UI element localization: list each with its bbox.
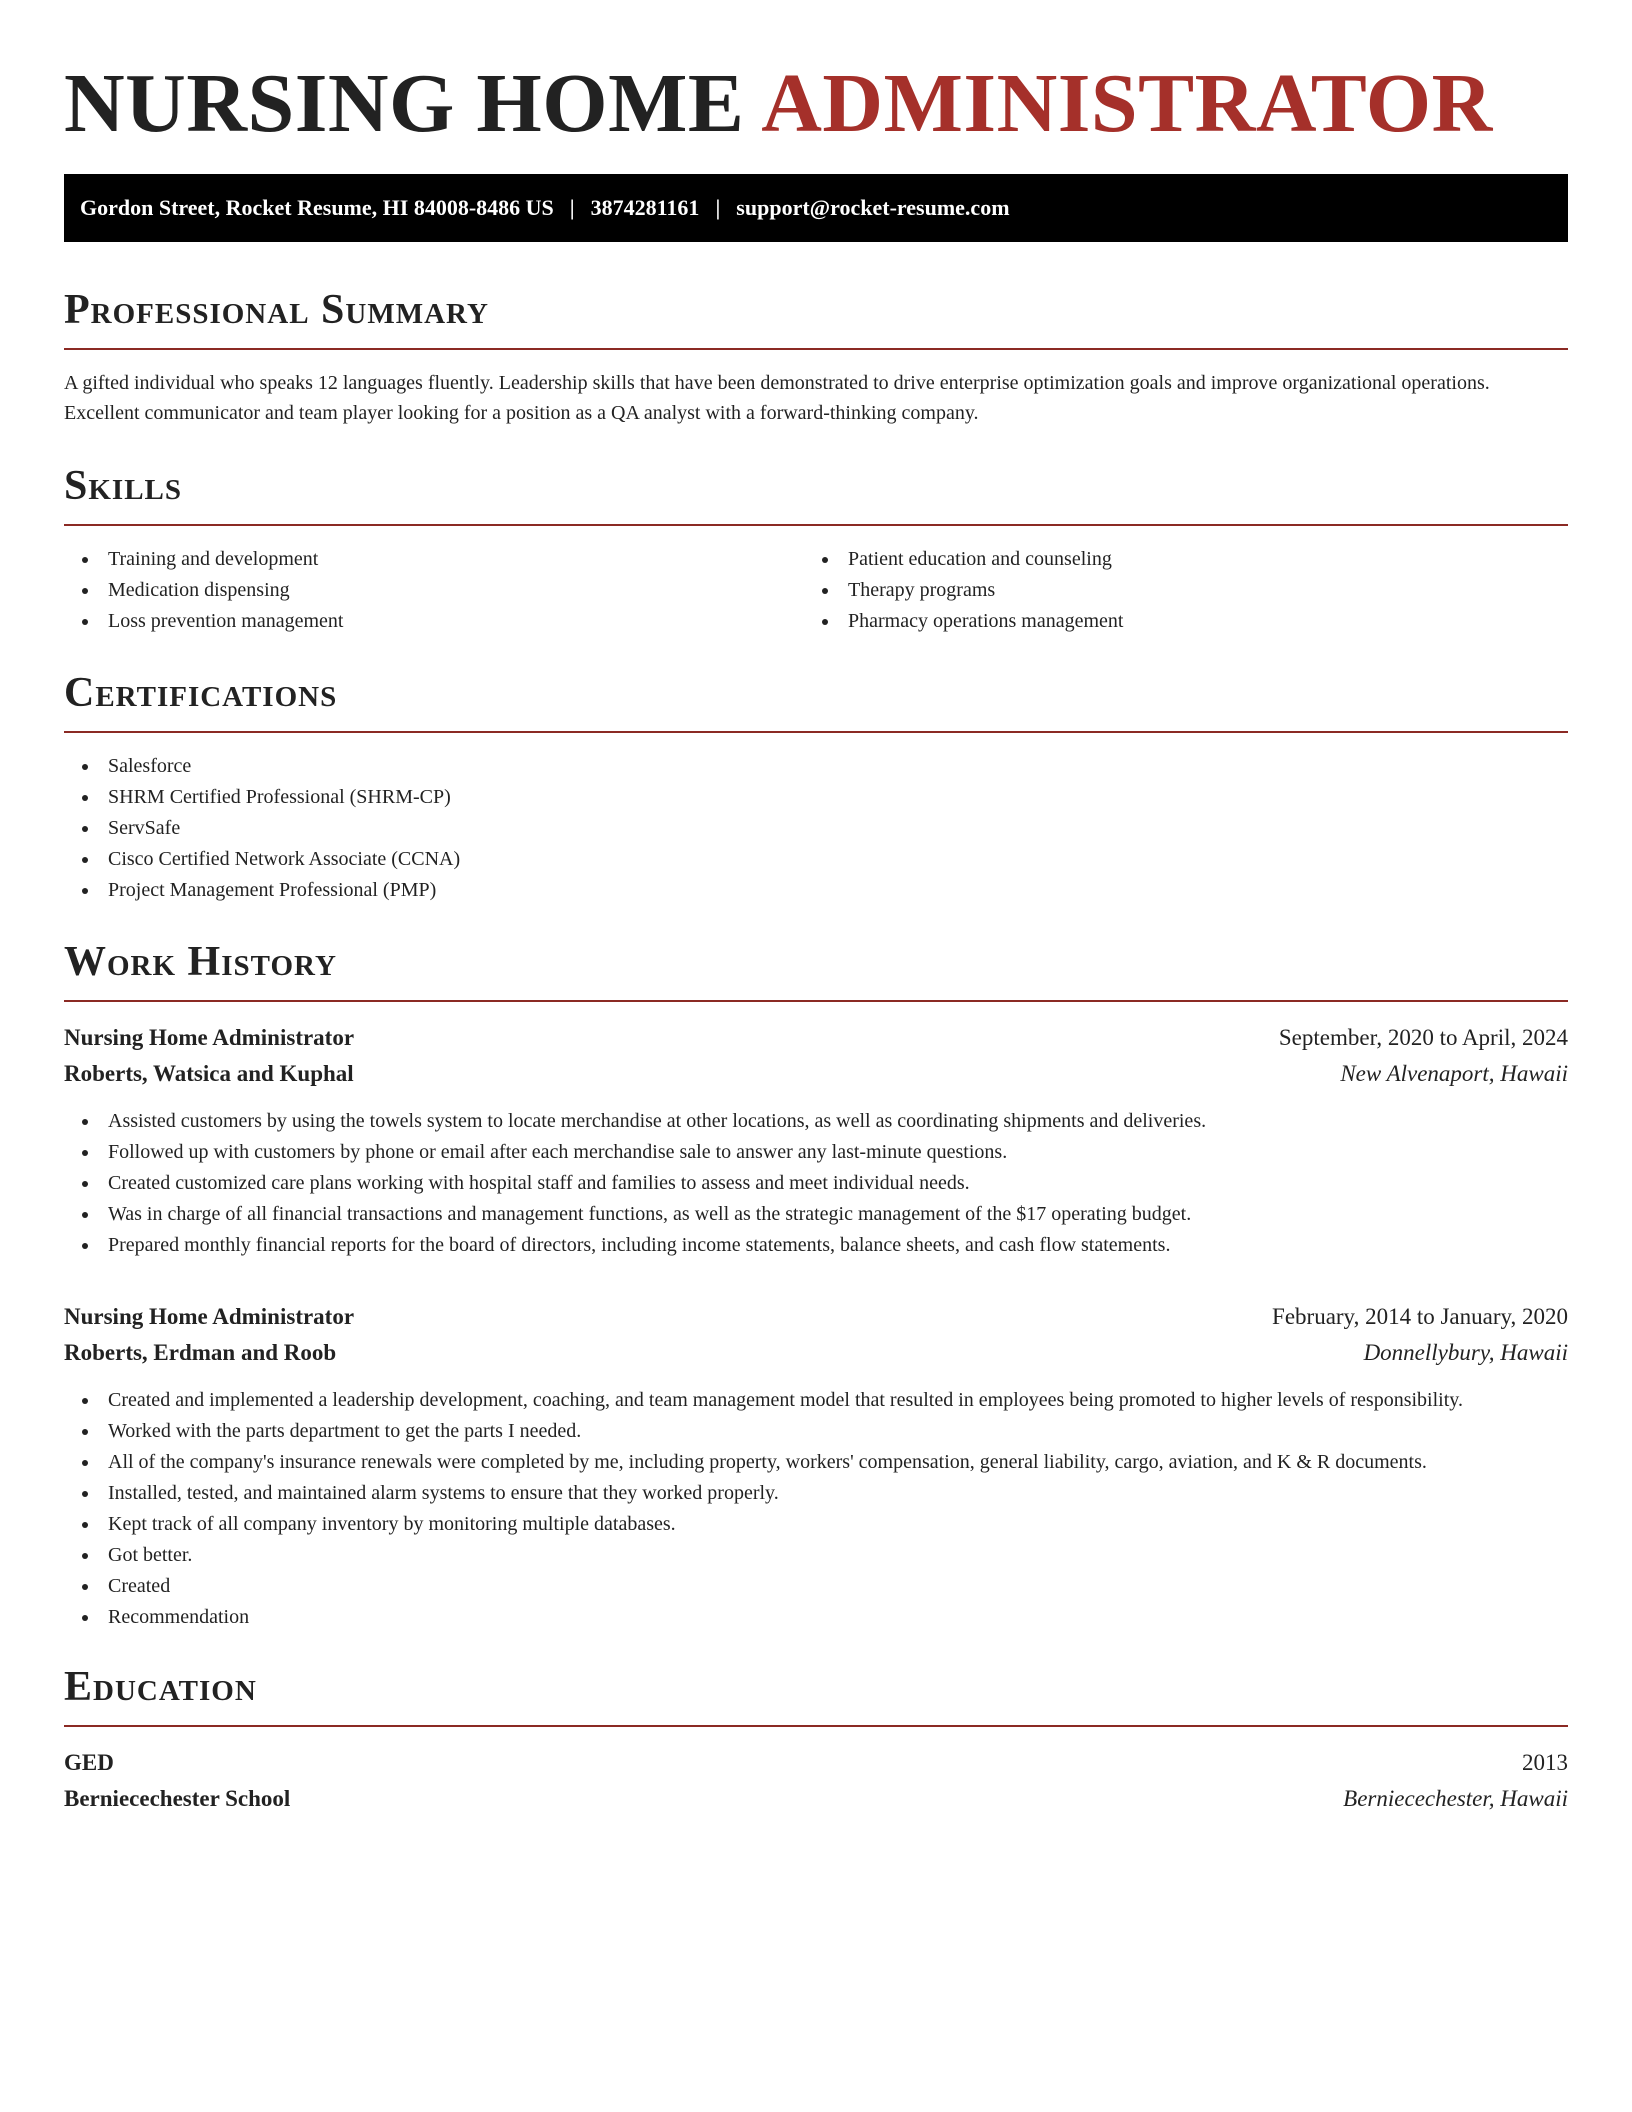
skills-list-right <box>804 544 1544 637</box>
certification-item: Salesforce <box>64 751 1568 782</box>
job-duty: Worked with the parts department to get the parts I needed. <box>64 1416 1568 1447</box>
summary-heading: Professional Summary <box>64 286 1568 350</box>
contact-bar <box>64 174 1568 242</box>
job-duty: All of the company's insurance renewals were completed by me, including property, workers' compensation, general liability, cargo, aviation, and K & R documents. <box>64 1447 1568 1478</box>
job-company-row <box>64 1056 1568 1092</box>
education-degree-row <box>64 1745 1568 1781</box>
job-company-row <box>64 1335 1568 1371</box>
job-entry <box>64 1020 1568 1261</box>
title-accent: ADMINISTRATOR <box>761 57 1493 150</box>
summary-text: A gifted individual who speaks 12 languages fluently. Leadership skills that have been demonstrated to drive enterprise optimization goals and improve organizational operations. Excellent communicator and team player looking for a position as a QA analyst with a forward-thinking company. <box>64 372 1490 424</box>
certification-item: ServSafe <box>64 813 1568 844</box>
education-location: Berniecechester, Hawaii <box>1343 1786 1568 1811</box>
title-first: NURSING HOME <box>64 57 745 150</box>
certification-item: Project Management Professional (PMP) <box>64 875 1568 906</box>
job-duty: Got better. <box>64 1540 1568 1571</box>
skill-item: Loss prevention management <box>64 606 804 637</box>
education-year: 2013 <box>1522 1750 1568 1775</box>
skills-list-left <box>64 544 804 637</box>
education-school: Berniecechester School <box>64 1786 291 1811</box>
job-duty: Created <box>64 1571 1568 1602</box>
job-duty: Installed, tested, and maintained alarm systems to ensure that they worked properly. <box>64 1478 1568 1509</box>
job-company: Roberts, Watsica and Kuphal <box>64 1061 354 1086</box>
job-duty: Was in charge of all financial transactions and management functions, as well as the strategic management of the $17 operating budget. <box>64 1199 1568 1230</box>
job-duty: Assisted customers by using the towels system to locate merchandise at other locations, as well as coordinating shipments and deliveries. <box>64 1106 1568 1137</box>
education-school-row <box>64 1781 1568 1817</box>
job-entry <box>64 1299 1568 1633</box>
job-duty: Recommendation <box>64 1602 1568 1633</box>
job-duty: Created customized care plans working with hospital staff and families to assess and meet individual needs. <box>64 1168 1568 1199</box>
education-degree: GED <box>64 1750 114 1775</box>
job-duties-list <box>64 1385 1568 1633</box>
job-location: New Alvenaport, Hawaii <box>1340 1061 1568 1086</box>
resume-title <box>64 58 1568 150</box>
job-duty: Kept track of all company inventory by monitoring multiple databases. <box>64 1509 1568 1540</box>
job-dates: September, 2020 to April, 2024 <box>1278 1025 1568 1050</box>
resume-page <box>64 0 1568 1817</box>
skill-item: Medication dispensing <box>64 575 804 606</box>
job-duties-list <box>64 1106 1568 1261</box>
job-title: Nursing Home Administrator <box>64 1304 355 1329</box>
education-entry <box>64 1745 1568 1817</box>
job-location: Donnellybury, Hawaii <box>1363 1340 1568 1365</box>
certifications-heading: Certifications <box>64 669 1568 733</box>
education-heading: Education <box>64 1663 1568 1727</box>
job-duty: Followed up with customers by phone or email after each merchandise sale to answer any last-minute questions. <box>64 1137 1568 1168</box>
certification-item: SHRM Certified Professional (SHRM-CP) <box>64 782 1568 813</box>
skill-item: Therapy programs <box>804 575 1544 606</box>
job-duty: Prepared monthly financial reports for the board of directors, including income statements, balance sheets, and cash flow statements. <box>64 1230 1568 1261</box>
job-title-row <box>64 1020 1568 1056</box>
job-duty: Created and implemented a leadership development, coaching, and team management model that resulted in employees being promoted to higher levels of responsibility. <box>64 1385 1568 1416</box>
job-title: Nursing Home Administrator <box>64 1025 355 1050</box>
certification-item: Cisco Certified Network Associate (CCNA) <box>64 844 1568 875</box>
certifications-list <box>64 751 1568 906</box>
skill-item: Training and development <box>64 544 804 575</box>
job-dates: February, 2014 to January, 2020 <box>1272 1304 1568 1329</box>
skill-item: Patient education and counseling <box>804 544 1544 575</box>
work-history-heading: Work History <box>64 938 1568 1002</box>
contact-separator: | <box>715 195 721 220</box>
contact-separator: | <box>569 195 575 220</box>
job-title-row <box>64 1299 1568 1335</box>
job-company: Roberts, Erdman and Roob <box>64 1340 337 1365</box>
contact-address: Gordon Street, Rocket Resume, HI 84008-8486 US <box>80 195 554 220</box>
skills-grid <box>64 544 1568 637</box>
skill-item: Pharmacy operations management <box>804 606 1544 637</box>
contact-email: support@rocket-resume.com <box>736 195 1010 220</box>
contact-phone: 3874281161 <box>590 195 700 220</box>
skills-heading: Skills <box>64 462 1568 526</box>
